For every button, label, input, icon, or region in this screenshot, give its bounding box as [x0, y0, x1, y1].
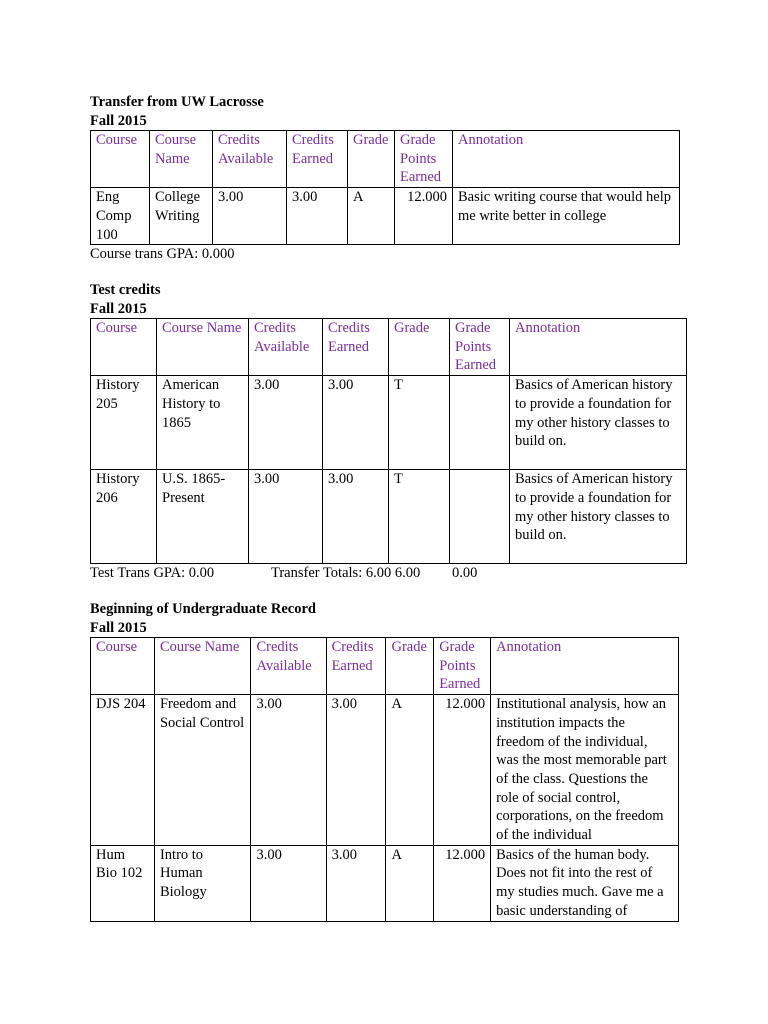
table-cell: A — [386, 845, 434, 921]
col-header: Grade Points Earned — [450, 319, 510, 376]
table-cell: T — [389, 470, 450, 564]
col-header: Course — [91, 638, 155, 695]
table-row — [91, 695, 679, 846]
table-cell: DJS 204 — [91, 695, 155, 846]
table-cell: Basics of American history to provide a foundation for my other history classes to build on. — [510, 470, 687, 564]
table-cell: A — [348, 188, 395, 245]
table-cell — [450, 470, 510, 564]
col-header: Credits Earned — [323, 319, 389, 376]
table-cell: T — [389, 376, 450, 470]
col-header: Annotation — [453, 131, 680, 188]
table-cell: 3.00 — [323, 376, 389, 470]
table-cell: 3.00 — [287, 188, 348, 245]
transfer-table — [90, 130, 680, 245]
table-header-row — [91, 319, 687, 376]
col-header: Course Name — [157, 319, 249, 376]
table-cell: Basics of American history to provide a foundation for my other history classes to build on. — [510, 376, 687, 470]
transfer-totals-points: 0.00 — [452, 565, 478, 582]
section-title: Test credits — [90, 282, 161, 298]
col-header: Credits Earned — [287, 131, 348, 188]
section-title: Transfer from UW Lacrosse — [90, 94, 264, 110]
gpa-line: Course trans GPA: 0.000 — [90, 246, 235, 263]
section-undergraduate — [90, 600, 679, 922]
col-header: Course — [91, 131, 150, 188]
table-cell: Basic writing course that would help me write better in college — [453, 188, 680, 245]
table-cell: A — [386, 695, 434, 846]
col-header: Course Name — [154, 638, 250, 695]
gpa-line: Test Trans GPA: 0.00 — [90, 565, 215, 582]
col-header: Course Name — [150, 131, 213, 188]
table-cell: Hum Bio 102 — [91, 845, 155, 921]
totals-line — [90, 564, 687, 583]
table-cell: Basics of the human body. Does not fit into the rest of my studies much. Gave me a basic understanding of — [491, 845, 679, 921]
col-header: Credits Available — [249, 319, 323, 376]
table-cell: 3.00 — [326, 695, 386, 846]
col-header: Grade Points Earned — [395, 131, 453, 188]
col-header: Grade — [389, 319, 450, 376]
section-term: Fall 2015 — [90, 112, 147, 129]
section-term: Fall 2015 — [90, 300, 147, 317]
col-header: Credits Available — [251, 638, 326, 695]
table-cell: History 206 — [91, 470, 157, 564]
undergraduate-table — [90, 637, 679, 922]
col-header: Annotation — [491, 638, 679, 695]
table-cell: Freedom and Social Control — [154, 695, 250, 846]
section-term: Fall 2015 — [90, 619, 147, 636]
table-cell: College Writing — [150, 188, 213, 245]
table-row — [91, 188, 680, 245]
table-row — [91, 845, 679, 921]
col-header: Grade Points Earned — [434, 638, 491, 695]
table-cell: History 205 — [91, 376, 157, 470]
table-cell: 3.00 — [249, 470, 323, 564]
transfer-totals: Transfer Totals: 6.00 6.00 — [271, 565, 421, 582]
test-credits-table — [90, 318, 687, 564]
table-header-row — [91, 131, 680, 188]
table-cell — [450, 376, 510, 470]
table-row — [91, 376, 687, 470]
table-cell: Intro to Human Biology — [154, 845, 250, 921]
table-cell: U.S. 1865-Present — [157, 470, 249, 564]
section-title: Beginning of Undergraduate Record — [90, 601, 316, 617]
col-header: Credits Available — [213, 131, 287, 188]
table-cell: 3.00 — [251, 695, 326, 846]
table-cell: Eng Comp 100 — [91, 188, 150, 245]
section-test-credits — [90, 281, 687, 583]
col-header: Annotation — [510, 319, 687, 376]
col-header: Grade — [386, 638, 434, 695]
table-cell: 3.00 — [213, 188, 287, 245]
table-cell: 3.00 — [323, 470, 389, 564]
col-header: Grade — [348, 131, 395, 188]
table-cell: 3.00 — [249, 376, 323, 470]
table-cell: 12.000 — [434, 695, 491, 846]
table-cell: Institutional analysis, how an institution impacts the freedom of the individual, was the most memorable part of the class. Questions the role of social control, corporations, on the freedom of the individual — [491, 695, 679, 846]
col-header: Course — [91, 319, 157, 376]
table-cell: 3.00 — [251, 845, 326, 921]
table-cell: 12.000 — [395, 188, 453, 245]
table-header-row — [91, 638, 679, 695]
section-transfer — [90, 93, 680, 264]
table-cell: 3.00 — [326, 845, 386, 921]
table-cell: American History to 1865 — [157, 376, 249, 470]
col-header: Credits Earned — [326, 638, 386, 695]
table-row — [91, 470, 687, 564]
table-cell: 12.000 — [434, 845, 491, 921]
